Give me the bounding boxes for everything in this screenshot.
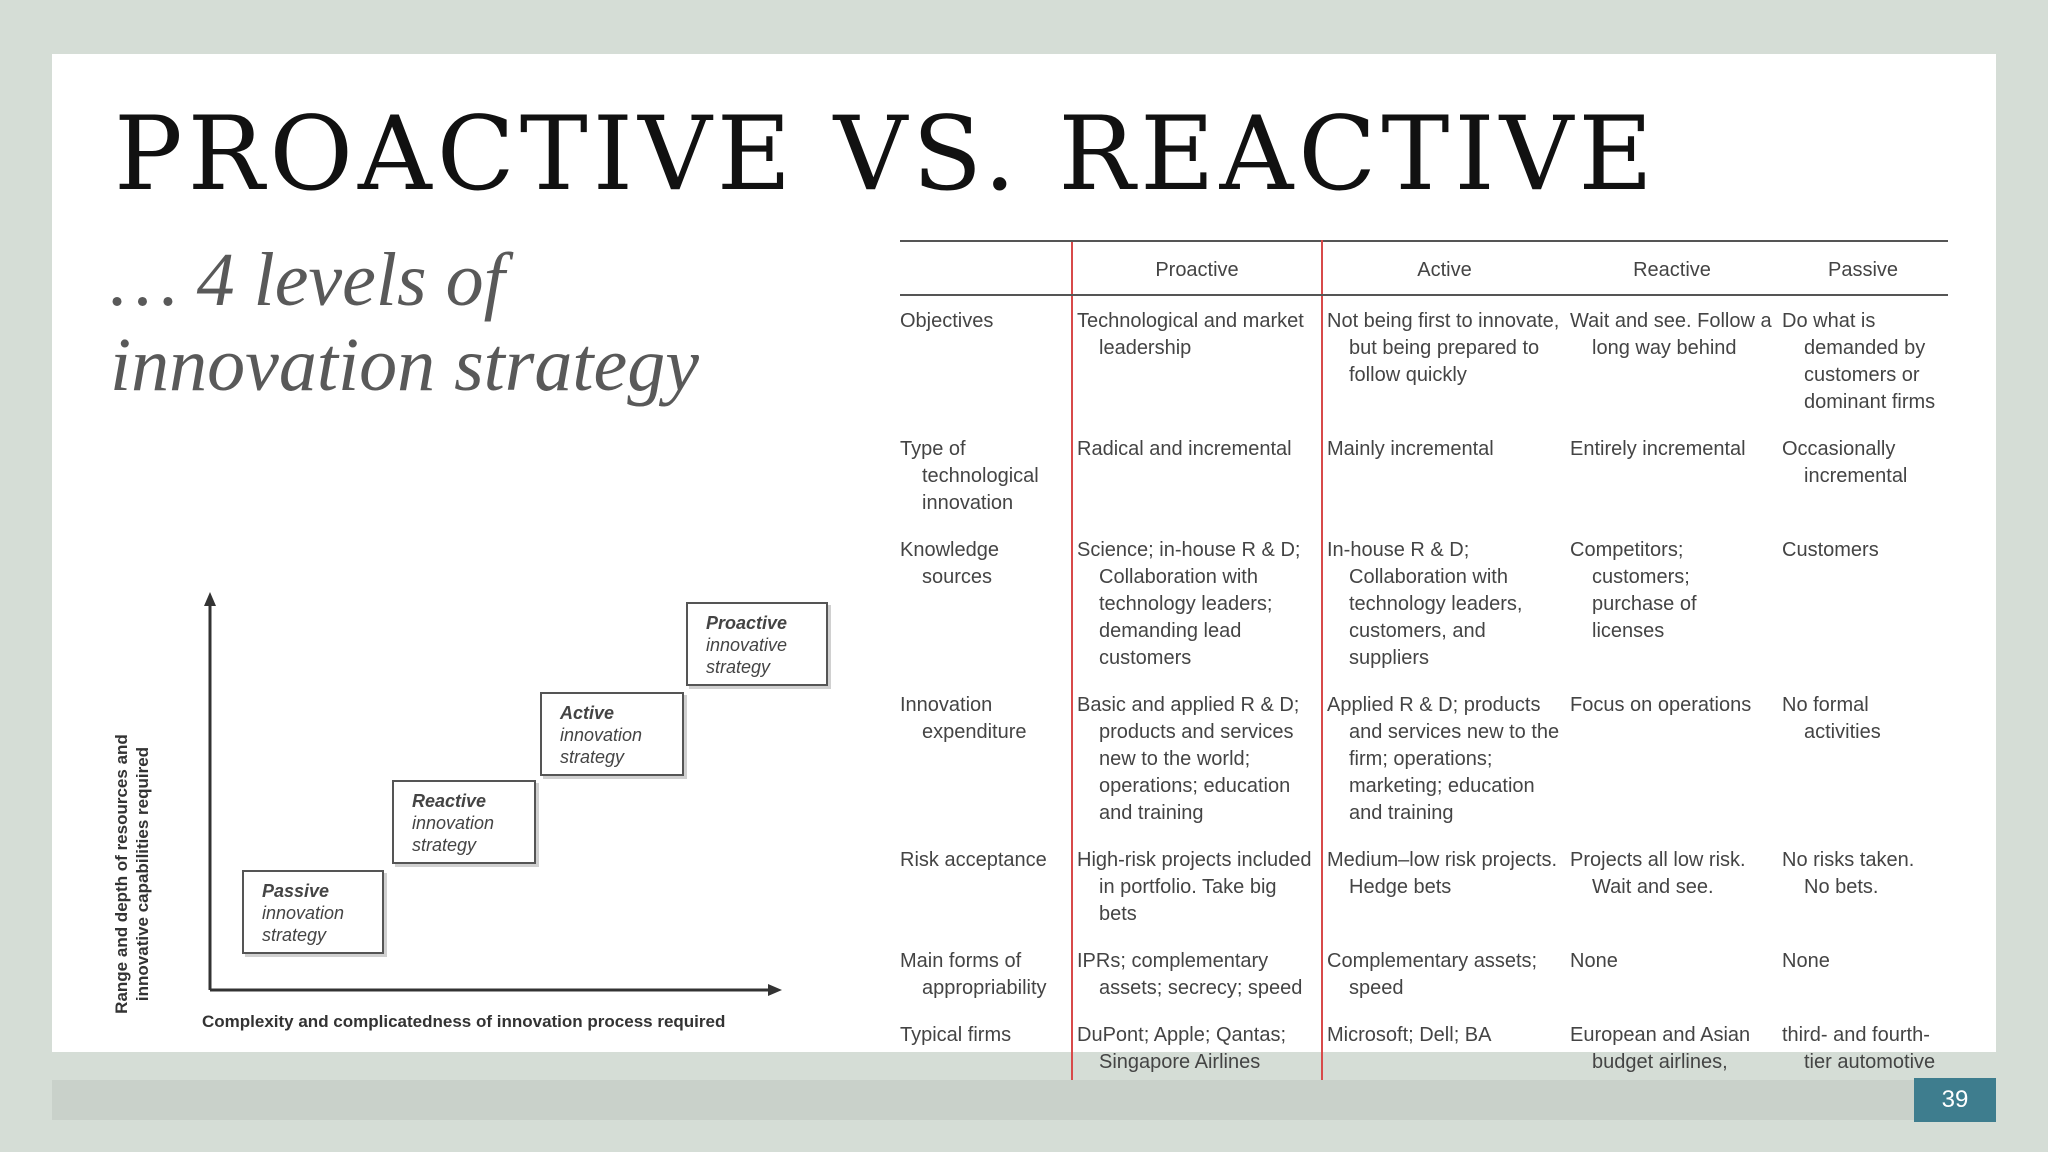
table-cell: Entirely incremental: [1570, 438, 1746, 460]
step-name: Reactive: [412, 791, 487, 811]
page-number: 39: [1914, 1078, 1996, 1122]
table-cell: IPRs; complementary assets; secrecy; speed: [1072, 936, 1322, 1010]
table-cell: DuPont; Apple; Qantas; Singapore Airlines: [1072, 1010, 1322, 1107]
table-cell: None: [1782, 950, 1830, 972]
table-cell: third- and fourth-tier automotive: [1782, 1024, 1936, 1073]
table-cell: Microsoft; Dell; BA: [1327, 1024, 1492, 1046]
step-line-2: innovation: [560, 725, 643, 745]
header-empty: [900, 241, 1072, 295]
header-passive: Passive: [1778, 241, 1948, 295]
row-label: Main forms of appropriability: [900, 950, 1047, 999]
y-axis-arrow: [204, 592, 216, 606]
table-header-row: [900, 241, 1948, 295]
footer-bar: [52, 1080, 1996, 1120]
table-row: [900, 835, 1948, 936]
step-line-3: strategy: [412, 835, 477, 855]
table-cell: Mainly incremental: [1327, 438, 1494, 460]
row-label: Type of technological innovation: [900, 438, 1039, 514]
row-label: Knowledge sources: [900, 539, 999, 588]
table-cell: None: [1570, 950, 1618, 972]
table-cell: Complementary assets; speed: [1327, 950, 1538, 999]
table-cell: Medium–low risk projects. Hedge bets: [1327, 849, 1558, 898]
table-cell: High-risk projects included in portfolio. Take big bets: [1072, 835, 1322, 936]
table-cell: In-house R & D; Collaboration with technology leaders, customers, and suppliers: [1327, 539, 1523, 669]
row-label: Typical firms: [900, 1024, 1012, 1046]
step-line-2: innovation: [262, 903, 345, 923]
step-active: [540, 692, 684, 776]
subtitle-line-2: innovation strategy: [110, 323, 699, 407]
table-cell: Technological and market leadership: [1072, 295, 1322, 424]
header-active: Active: [1322, 241, 1566, 295]
row-label: Objectives: [900, 310, 994, 332]
x-axis-label: Complexity and complicatedness of innovation process required: [202, 1012, 726, 1031]
row-label: Risk acceptance: [900, 849, 1047, 871]
table-cell: Wait and see. Follow a long way behind: [1570, 310, 1772, 359]
comparison-table: [900, 240, 1948, 1107]
step-reactive: [392, 780, 536, 864]
slide-subtitle: [110, 238, 790, 408]
step-passive: [242, 870, 384, 954]
table-row: [900, 525, 1948, 680]
table-cell: Science; in-house R & D; Collaboration with technology leaders; demanding lead customers: [1072, 525, 1322, 680]
row-label: Innovation expenditure: [900, 694, 1027, 743]
table-cell: Customers: [1782, 539, 1879, 561]
step-name: Proactive: [706, 613, 788, 633]
y-axis-label-line-2: innovative capabilities required: [133, 746, 152, 1002]
table-cell: Applied R & D; products and services new to the firm; operations; marketing; education and training: [1327, 694, 1560, 824]
header-proactive: Proactive: [1072, 241, 1322, 295]
step-line-2: innovation: [412, 813, 495, 833]
x-axis-arrow: [768, 984, 782, 996]
step-line-3: strategy: [262, 925, 327, 945]
table-row: [900, 936, 1948, 1010]
table-cell: Projects all low risk. Wait and see.: [1570, 849, 1746, 898]
slide-title: PROACTIVE VS. REACTIVE: [114, 95, 1658, 214]
table-cell: Radical and incremental: [1072, 424, 1322, 525]
table-row: [900, 680, 1948, 835]
header-reactive: Reactive: [1566, 241, 1778, 295]
table-cell: Basic and applied R & D; products and services new to the world; operations; education and training: [1072, 680, 1322, 835]
table-cell: Do what is demanded by customers or dominant firms: [1782, 310, 1936, 413]
table-cell: Occasionally incremental: [1782, 438, 1908, 487]
step-name: Active: [560, 703, 615, 723]
table-cell: Not being first to innovate, but being prepared to follow quickly: [1327, 310, 1560, 386]
strategy-comparison-table: [900, 240, 2000, 1107]
table-cell: No formal activities: [1782, 694, 1881, 743]
step-name: Passive: [262, 881, 330, 901]
table-cell: No risks taken. No bets.: [1782, 849, 1915, 898]
table-cell: Focus on operations: [1570, 694, 1752, 716]
step-line-3: strategy: [560, 747, 625, 767]
table-cell: European and Asian budget airlines,: [1570, 1024, 1751, 1073]
y-axis-label-line-1: Range and depth of resources and: [112, 734, 131, 1014]
table-cell: Competitors; customers; purchase of licenses: [1570, 539, 1697, 642]
strategy-staircase-diagram: [92, 524, 852, 1064]
table-row: [900, 424, 1948, 525]
slide: [52, 54, 1996, 1073]
step-proactive: [686, 602, 828, 686]
table-row: [900, 295, 1948, 424]
step-line-2: innovative: [706, 635, 788, 655]
subtitle-line-1: … 4 levels of: [110, 238, 505, 322]
step-line-3: strategy: [706, 657, 771, 677]
